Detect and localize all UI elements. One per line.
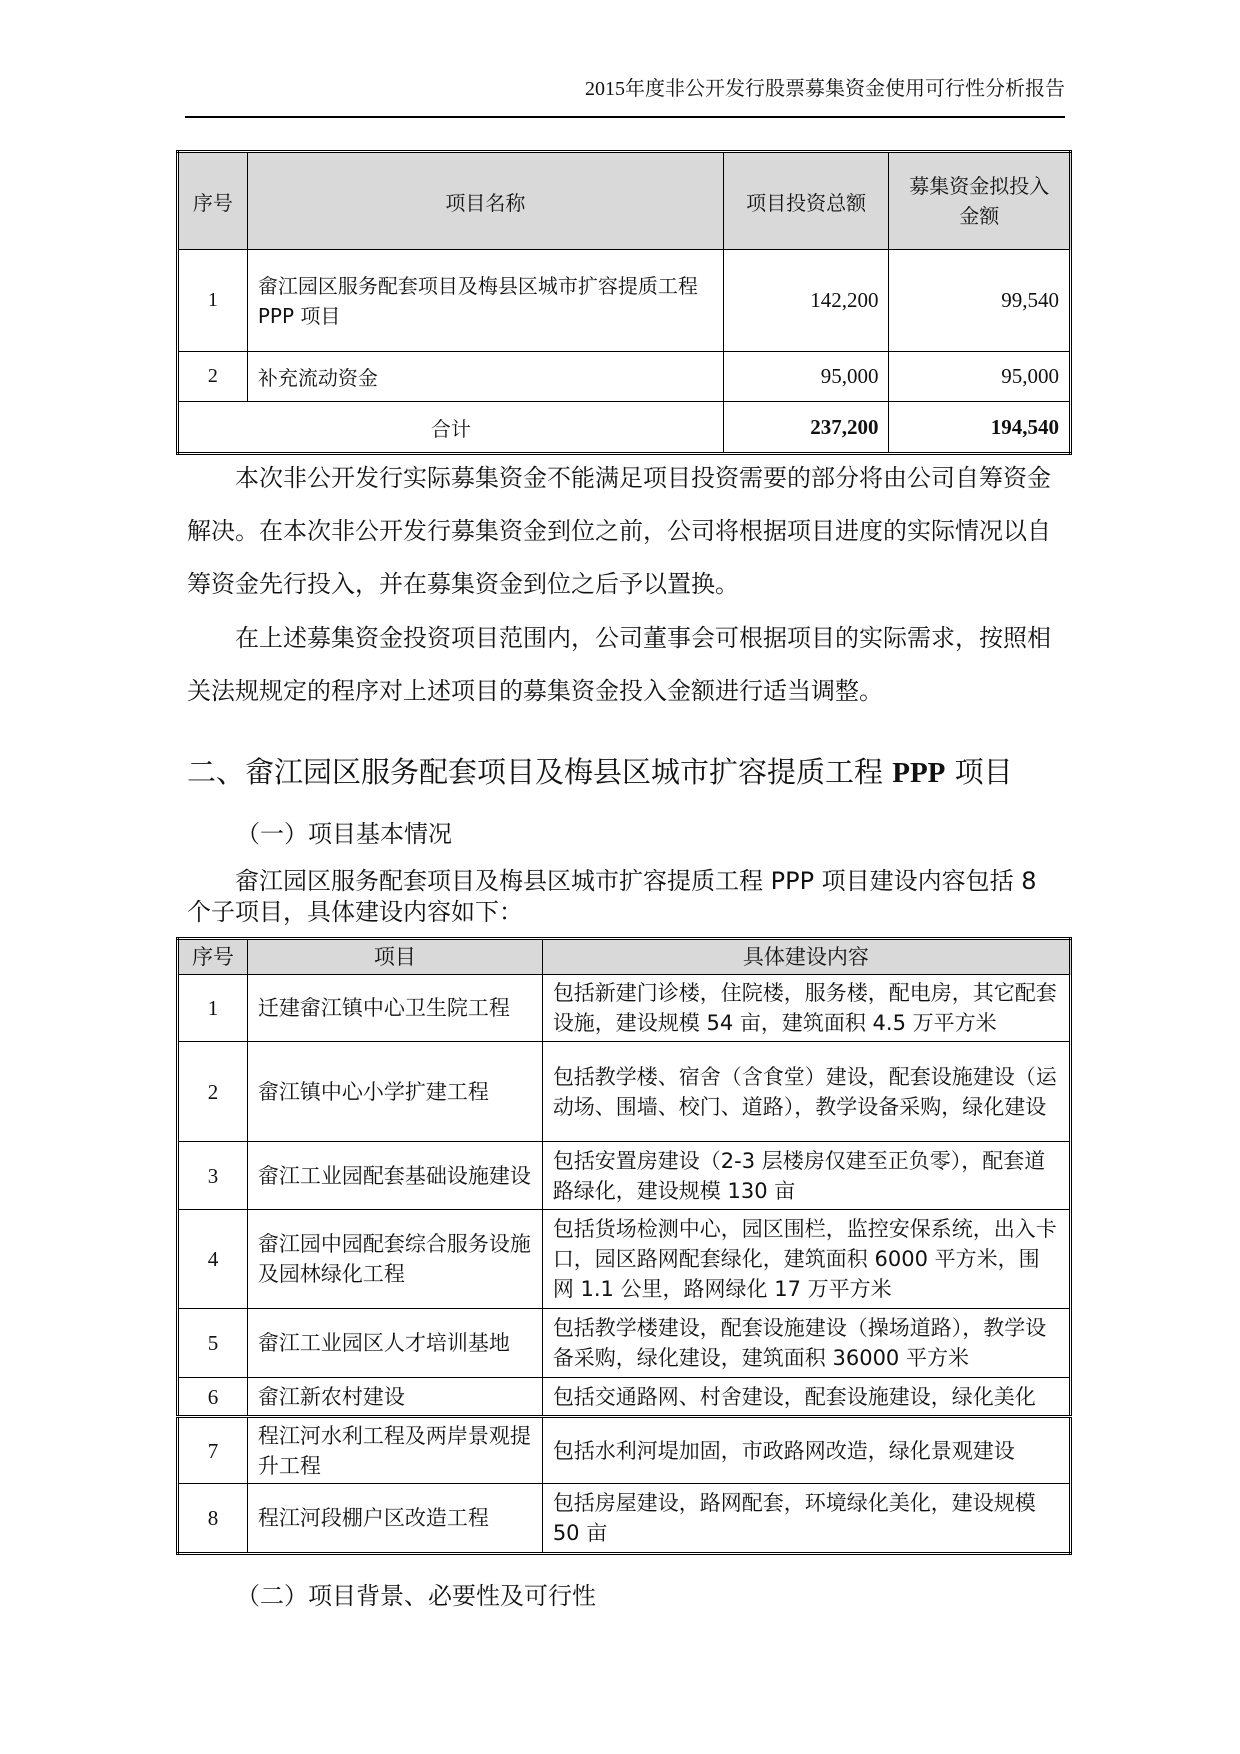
row-content: 包括教学楼、宿舍（含食堂）建设，配套设施建设（运动场、围墙、校门、道路），教学设备采购，绿化建设: [542, 1042, 1070, 1142]
table-header-row: [178, 152, 1071, 250]
row-content: 包括房屋建设，路网配套，环境绿化美化，建设规模 50 亩: [542, 1484, 1070, 1554]
table-row: [178, 1210, 1071, 1309]
row-item: 程江河段棚户区改造工程: [247, 1484, 542, 1554]
row-content: 包括交通路网、村舍建设，配套设施建设，绿化美化: [542, 1378, 1070, 1417]
row-item: 畲江工业园区人才培训基地: [247, 1309, 542, 1378]
table-row: [178, 352, 1071, 402]
sum-label: 合计: [178, 402, 724, 454]
col-header-no: 序号: [178, 152, 248, 250]
row-no: 8: [178, 1484, 248, 1554]
subproject-table: [176, 937, 1072, 1555]
row-raised: 99,540: [889, 250, 1071, 352]
row-item: 程江河水利工程及两岸景观提升工程: [247, 1417, 542, 1484]
paragraph: 在上述募集资金投资项目范围内，公司董事会可根据项目的实际需求，按照相关法规规定的程序对上述项目的募集资金投入金额进行适当调整。: [187, 624, 1051, 705]
paragraph: 本次非公开发行实际募集资金不能满足项目投资需要的部分将由公司自筹资金解决。在本次非公开发行募集资金到位之前，公司将根据项目进度的实际情况以自筹资金先行投入，并在募集资金到位之后予以置换。: [187, 464, 1051, 598]
col-header-raised: 募集资金拟投入金额: [889, 152, 1071, 250]
row-item: 畲江新农村建设: [247, 1378, 542, 1417]
row-no: 1: [178, 250, 248, 352]
row-content: 包括货场检测中心，园区围栏，监控安保系统，出入卡口，园区路网配套绿化，建筑面积 6000 平方米，围网 1.1 公里，路网绿化 17 万平方米: [542, 1210, 1070, 1309]
row-item: 畲江园中园配套综合服务设施及园林绿化工程: [247, 1210, 542, 1309]
row-item: 迁建畲江镇中心卫生院工程: [247, 975, 542, 1042]
subsection-heading: （二）项目背景、必要性及可行性: [236, 1582, 596, 1610]
row-raised: 95,000: [889, 352, 1071, 402]
row-no: 6: [178, 1378, 248, 1417]
row-no: 7: [178, 1417, 248, 1484]
sum-row: [178, 402, 1071, 454]
row-content: 包括新建门诊楼，住院楼，服务楼，配电房，其它配套设施，建设规模 54 亩，建筑面积 4.5 万平方米: [542, 975, 1070, 1042]
col-header-item: 项目: [247, 939, 542, 975]
table-row: [178, 1042, 1071, 1142]
table-row: [178, 250, 1071, 352]
section-heading: 二、畲江园区服务配套项目及梅县区城市扩容提质工程 PPP 项目: [187, 755, 1013, 789]
row-no: 5: [178, 1309, 248, 1378]
row-no: 2: [178, 1042, 248, 1142]
subsection-heading: （一）项目基本情况: [236, 820, 452, 848]
row-item: 畲江镇中心小学扩建工程: [247, 1042, 542, 1142]
table-row: [178, 1417, 1071, 1484]
table-row: [178, 1378, 1071, 1417]
row-no: 3: [178, 1142, 248, 1210]
col-header-name: 项目名称: [247, 152, 723, 250]
row-no: 1: [178, 975, 248, 1042]
row-total: 95,000: [723, 352, 889, 402]
row-content: 包括教学楼建设，配套设施建设（操场道路），教学设备采购，绿化建设，建筑面积 36000 平方米: [542, 1309, 1070, 1378]
sum-raised: 194,540: [889, 402, 1071, 454]
intro-paragraph: 畲江园区服务配套项目及梅县区城市扩容提质工程 PPP 项目建设内容包括 8 个子项目，具体建设内容如下：: [187, 867, 1037, 926]
row-content: 包括安置房建设（2-3 层楼房仅建至正负零），配套道路绿化，建设规模 130 亩: [542, 1142, 1070, 1210]
row-content: 包括水利河堤加固，市政路网改造，绿化景观建设: [542, 1417, 1070, 1484]
table-row: [178, 1309, 1071, 1378]
row-no: 4: [178, 1210, 248, 1309]
page-header: [185, 72, 1065, 118]
row-name: 畲江园区服务配套项目及梅县区城市扩容提质工程 PPP 项目: [247, 250, 723, 352]
header-title: 2015年度非公开发行股票募集资金使用可行性分析报告: [585, 78, 1065, 100]
row-name: 补充流动资金: [247, 352, 723, 402]
col-header-total: 项目投资总额: [723, 152, 889, 250]
table-row: [178, 1142, 1071, 1210]
row-total: 142,200: [723, 250, 889, 352]
table-row: [178, 1484, 1071, 1554]
sum-total: 237,200: [723, 402, 889, 454]
row-no: 2: [178, 352, 248, 402]
investment-table: [176, 150, 1072, 455]
row-item: 畲江工业园配套基础设施建设: [247, 1142, 542, 1210]
table-row: [178, 975, 1071, 1042]
col-header-no: 序号: [178, 939, 248, 975]
table-header-row: [178, 939, 1071, 975]
col-header-content: 具体建设内容: [542, 939, 1070, 975]
